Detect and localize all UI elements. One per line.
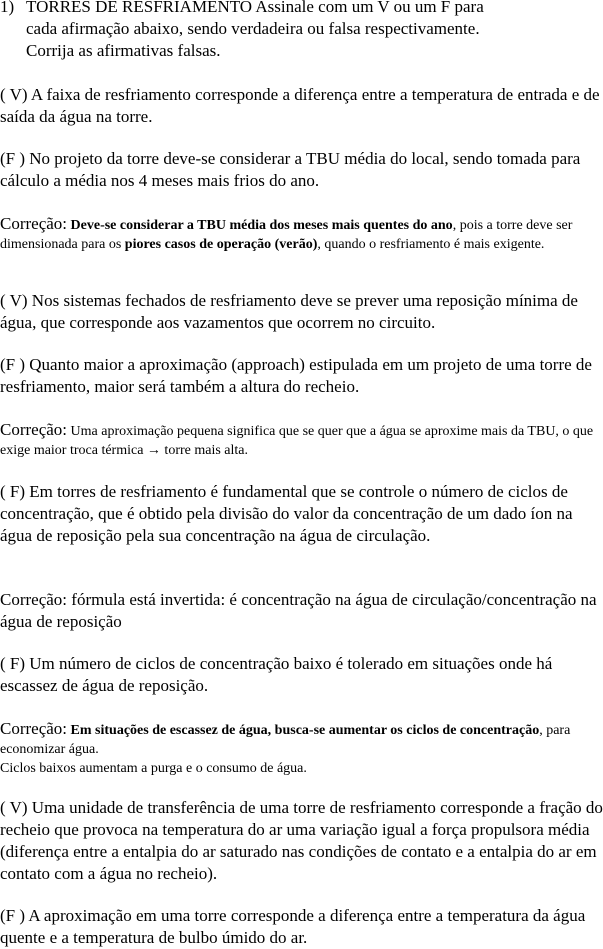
statement-3 xyxy=(0,290,603,334)
answer-mark: (F ) xyxy=(0,355,26,374)
statement-text: Quanto maior a aproximação (approach) estipulada em um projeto de uma torre de resfriamento, maior será também a altura do recheio. xyxy=(0,355,592,396)
correction-text: fórmula está invertida: é concentração na água de circulação/concentração na água de reposição xyxy=(0,590,597,631)
title-line-3: Corrija as afirmativas falsas. xyxy=(26,41,221,60)
correction-bold: piores casos de operação (verão) xyxy=(124,237,318,252)
correction-label: Correção: xyxy=(0,420,68,439)
correction-bold: Deve-se considerar a TBU média dos meses mais quentes do ano xyxy=(70,218,453,233)
correction-2 xyxy=(0,419,603,460)
statement-text: Um número de ciclos de concentração baixo é tolerado em situações onde há escassez de água de reposição. xyxy=(0,654,553,695)
statement-2 xyxy=(0,148,603,192)
answer-mark: (F ) xyxy=(0,149,26,168)
title-line-1: 1) TORRES DE RESFRIAMENTO Assinale com um V ou um F para xyxy=(0,0,603,18)
correction-text: , para economizar água. xyxy=(0,723,571,757)
correction-line-1 xyxy=(0,718,603,759)
statement-text: No projeto da torre deve-se considerar a TBU média do local, sendo tomada para cálculo a média nos 4 meses mais frios do ano. xyxy=(0,149,581,190)
answer-mark: ( V) xyxy=(0,291,28,310)
answer-mark: ( F) xyxy=(0,654,26,673)
correction-bold: Em situações de escassez de água, busca-se aumentar os ciclos de concentração xyxy=(70,723,540,738)
correction-text: , pois a torre deve ser dimensionada para os xyxy=(0,218,573,252)
answer-mark: ( F) xyxy=(0,482,26,501)
statement-text: A faixa de resfriamento corresponde a diferença entre a temperatura de entrada e de saída da água na torre. xyxy=(0,85,600,126)
statement-text: Em torres de resfriamento é fundamental que se controle o número de ciclos de concentração, que é obtido pela divisão do valor da concentração de um dado íon na água de reposição pela sua concentração na água de circulação. xyxy=(0,482,573,545)
correction-text: Uma aproximação pequena significa que se quer que a água se aproxime mais da TBU, o que exige maior troca térmica → torre mais alta. xyxy=(0,424,594,458)
statement-8 xyxy=(0,905,603,949)
answer-mark: ( V) xyxy=(0,85,28,104)
correction-3 xyxy=(0,589,603,633)
statement-text: A aproximação em uma torre corresponde a diferença entre a temperatura da água quente e a temperatura de bulbo úmido do ar. xyxy=(0,906,586,947)
correction-line-2: Ciclos baixos aumentam a purga e o consumo de água. xyxy=(0,761,307,776)
answer-mark: ( V) xyxy=(0,798,28,817)
statement-6 xyxy=(0,653,603,697)
statement-4 xyxy=(0,354,603,398)
correction-text: , quando o resfriamento é mais exigente. xyxy=(317,237,545,252)
correction-label: Correção: xyxy=(0,214,68,233)
question-number: 1) xyxy=(0,0,15,16)
statement-text: Uma unidade de transferência de uma torre de resfriamento corresponde a fração do recheio que provoca na temperatura do ar uma variação igual a força propulsora média (diferença entre a entalpia do ar saturado nas condições de contato e a entalpia do ar em contato com a água no recheio). xyxy=(0,798,603,883)
correction-1 xyxy=(0,213,603,254)
correction-label: Correção: xyxy=(0,719,68,738)
statement-7 xyxy=(0,797,603,885)
title-line-2: cada afirmação abaixo, sendo verdadeira ou falsa respectivamente. xyxy=(26,19,480,38)
statement-text: Nos sistemas fechados de resfriamento deve se prever uma reposição mínima de água, que corresponde aos vazamentos que ocorrem no circuito. xyxy=(0,291,578,332)
correction-4 xyxy=(0,718,603,778)
statement-5 xyxy=(0,481,603,547)
correction-label: Correção: xyxy=(0,590,68,609)
statement-1 xyxy=(0,84,603,128)
answer-mark: (F ) xyxy=(0,906,26,925)
question-title xyxy=(0,0,603,62)
